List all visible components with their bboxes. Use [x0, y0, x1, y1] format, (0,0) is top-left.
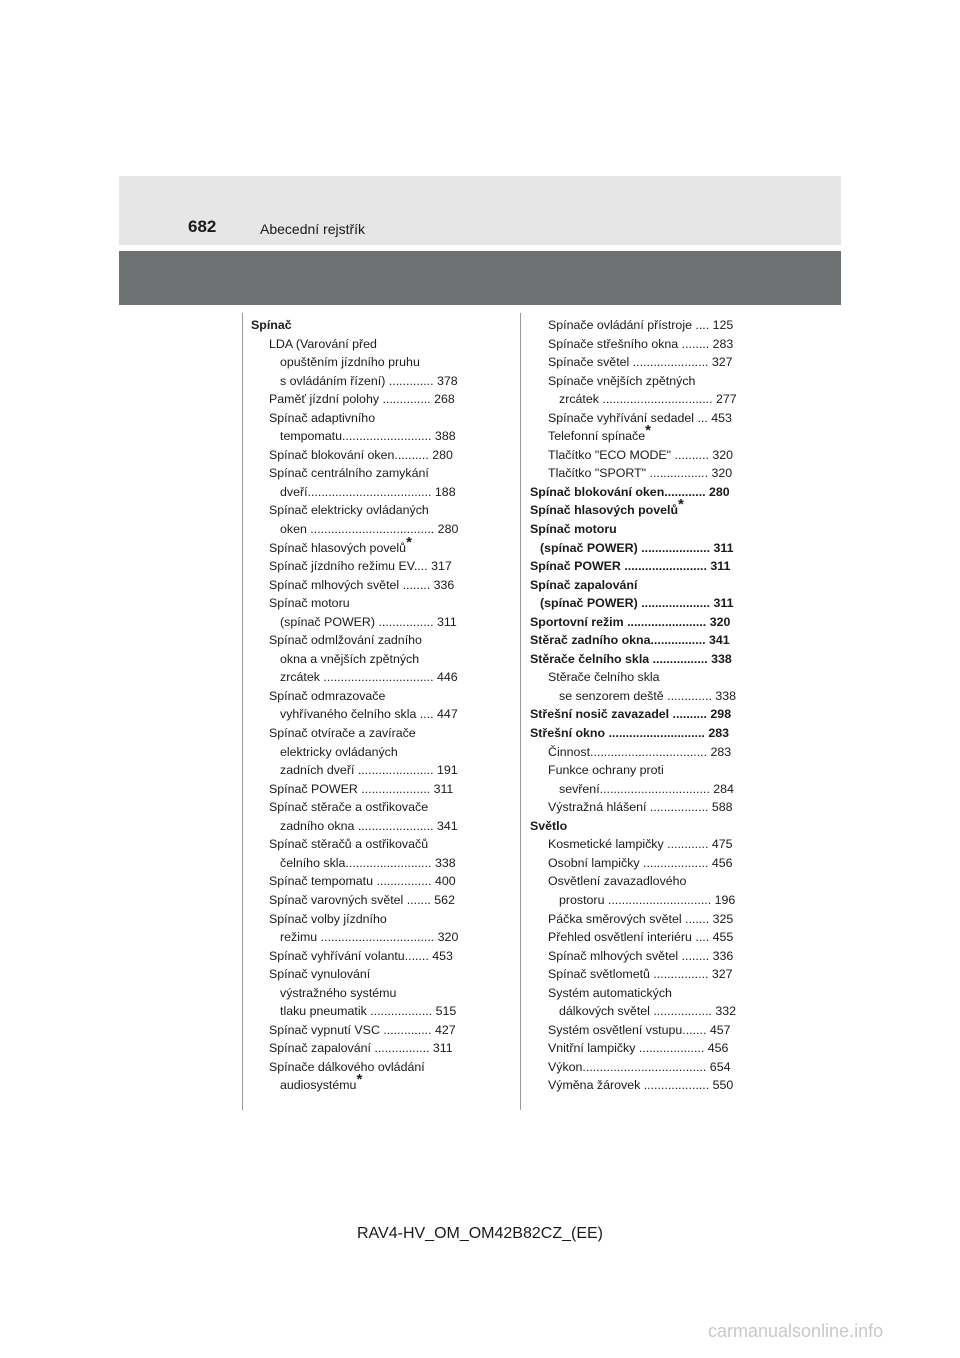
index-entry: Spínač vypnutí VSC .............. 427	[269, 1022, 456, 1037]
index-heading-with-asterisk	[530, 496, 752, 520]
index-entry: Spínač elektricky ovládaných	[269, 503, 429, 518]
index-entry: Tlačítko "ECO MODE" .......... 320	[548, 447, 734, 462]
index-entry: Spínač motoru	[269, 596, 350, 611]
index-entry: Spínače světel ...................... 327	[548, 355, 733, 370]
index-entry: Paměť jízdní polohy .............. 268	[269, 392, 455, 407]
entry-text: audiosystému	[280, 1078, 357, 1093]
index-entry: (spínač POWER) ................ 311	[280, 614, 457, 629]
watermark: carmanualsonline.info	[708, 1321, 884, 1341]
index-entry: zadního okna ...................... 341	[280, 818, 458, 833]
index-entry: Spínač POWER .................... 311	[269, 781, 454, 796]
index-entry: dveří.................................... 188	[280, 484, 456, 499]
index-column-right	[530, 316, 752, 1095]
index-entry: Spínač tempomatu ................ 400	[269, 874, 456, 889]
index-entry: Výkon.................................... 654	[548, 1059, 731, 1074]
index-entry: Páčka směrových světel ....... 325	[548, 911, 734, 926]
index-entry: Kosmetické lampičky ............ 475	[548, 837, 733, 852]
index-entry: elektricky ovládaných	[280, 744, 398, 759]
index-entry-with-asterisk	[251, 1071, 473, 1095]
index-entry: Osvětlení zavazadlového	[548, 874, 687, 889]
index-entry: Spínač odmlžování zadního	[269, 633, 422, 648]
index-entry: Spínač vynulování	[269, 967, 371, 982]
index-entry: vyhřívaného čelního skla .... 447	[280, 707, 458, 722]
index-entry: zadních dveří ...................... 191	[280, 763, 458, 778]
index-entry: Spínač volby jízdního	[269, 911, 387, 926]
index-heading: (spínač POWER) .................... 311	[540, 540, 734, 555]
entry-text: Spínač hlasových povelů	[530, 503, 679, 518]
index-entry: okna a vnějších zpětných	[280, 651, 420, 666]
index-entry: Spínač odmrazovače	[269, 688, 386, 703]
index-heading: Sportovní režim ....................... 320	[530, 614, 731, 629]
index-entry: Přehled osvětlení interiéru .... 455	[548, 930, 734, 945]
index-entry: Výměna žárovek ................... 550	[548, 1078, 734, 1093]
index-entry: Spínače dálkového ovládání	[269, 1059, 425, 1074]
entry-text: Spínač hlasových povelů	[269, 540, 407, 555]
index-heading: Spínač POWER ........................ 311	[530, 559, 731, 574]
index-entry: Výstražná hlášení ................. 588	[548, 800, 733, 815]
index-entry: Spínač vyhřívání volantu....... 453	[269, 948, 453, 963]
index-heading: Střešní okno ............................ 283	[530, 726, 729, 741]
index-entry-with-asterisk	[251, 533, 473, 558]
index-entry: Stěrače čelního skla	[548, 670, 660, 685]
entry-text: Telefonní spínače	[548, 429, 646, 444]
index-entry: opuštěním jízdního pruhu	[280, 355, 420, 370]
index-entry: tlaku pneumatik .................. 515	[280, 1004, 457, 1019]
index-entry: Tlačítko "SPORT" ................. 320	[548, 466, 733, 481]
index-heading: Spínač	[251, 318, 292, 332]
index-entry: Spínač adaptivního	[269, 410, 376, 425]
index-entry: Spínač světlometů ................ 327	[548, 967, 733, 982]
index-heading: Spínač zapalování	[530, 577, 638, 592]
index-heading: (spínač POWER) .................... 311	[540, 596, 734, 611]
index-entry: zrcátek ................................ 446	[280, 670, 458, 685]
document-code: RAV4-HV_OM_OM42B82CZ_(EE)	[357, 1225, 603, 1242]
header-bar	[119, 176, 841, 245]
asterisk-mark: *	[406, 533, 412, 551]
index-entry: s ovládáním řízení) ............. 378	[280, 373, 458, 388]
index-entry: Spínač stěračů a ostřikovačů	[269, 837, 429, 852]
index-heading: Spínač motoru	[530, 522, 617, 537]
section-title: Abecední rejstřík	[260, 221, 366, 237]
index-entry: Osobní lampičky ................... 456	[548, 855, 733, 870]
index-entry: Spínač blokování oken.......... 280	[269, 447, 453, 462]
index-entry: LDA (Varování před	[269, 336, 377, 351]
index-entry: Spínač otvírače a zavírače	[269, 726, 416, 741]
index-entry: sevření................................ 284	[559, 781, 734, 796]
index-entry: Spínač mlhových světel ........ 336	[548, 948, 734, 963]
index-entry: režimu ................................. 320	[280, 930, 459, 945]
index-entry: výstražného systému	[280, 985, 397, 1000]
index-entry: se senzorem deště ............. 338	[559, 688, 736, 703]
index-column-left	[251, 316, 473, 1095]
index-heading: Stěrač zadního okna................ 341	[530, 633, 730, 648]
index-entry: Činnost.................................. 283	[548, 744, 732, 759]
index-entry: čelního skla......................... 338	[280, 855, 456, 870]
index-entry: prostoru .............................. 196	[559, 892, 736, 907]
index-entry: zrcátek ................................ 277	[559, 392, 737, 407]
page-number: 682	[188, 217, 217, 236]
index-entry: oken .................................... 280	[280, 522, 459, 537]
index-entry: Spínače ovládání přístroje .... 125	[548, 318, 734, 332]
index-entry-with-asterisk	[530, 422, 752, 446]
index-heading: Spínač blokování oken............ 280	[530, 484, 730, 499]
index-entry: Spínače střešního okna ........ 283	[548, 336, 734, 351]
index-heading: Světlo	[530, 818, 568, 833]
index-entry: Spínač centrálního zamykání	[269, 466, 429, 481]
index-entry: Spínač mlhových světel ........ 336	[269, 577, 455, 592]
index-entry: dálkových světel ................. 332	[559, 1004, 736, 1019]
index-entry: Spínač jízdního režimu EV.... 317	[269, 559, 452, 574]
index-entry: Vnitřní lampičky ................... 456	[548, 1041, 729, 1056]
asterisk-mark: *	[645, 422, 651, 440]
index-entry: Spínač varovných světel ....... 562	[269, 892, 455, 907]
index-entry: tempomatu.......................... 388	[280, 429, 456, 444]
center-divider	[520, 313, 521, 1110]
header-band	[119, 251, 841, 305]
index-entry: Systém osvětlení vstupu....... 457	[548, 1022, 731, 1037]
left-divider	[242, 313, 243, 1110]
asterisk-mark: *	[678, 496, 684, 514]
index-entry: Spínač zapalování ................ 311	[269, 1041, 453, 1056]
asterisk-mark: *	[356, 1071, 363, 1089]
index-entry: Spínač stěrače a ostřikovače	[269, 800, 429, 815]
index-entry: Spínače vnějších zpětných	[548, 373, 696, 388]
index-heading: Stěrače čelního skla ................ 338	[530, 651, 732, 666]
index-entry: Systém automatických	[548, 985, 672, 1000]
index-entry: Spínače vyhřívání sedadel ... 453	[548, 410, 732, 425]
index-heading: Střešní nosič zavazadel .......... 298	[530, 707, 732, 722]
index-entry: Funkce ochrany proti	[548, 763, 664, 778]
